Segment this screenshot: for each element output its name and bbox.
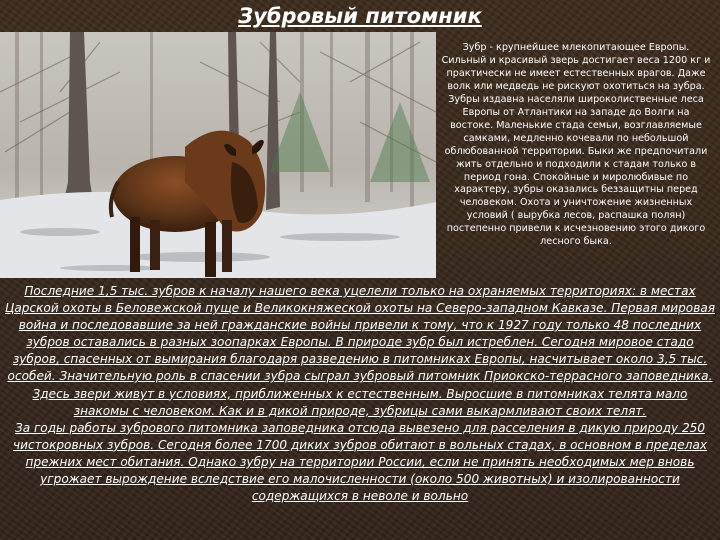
main-text [4,283,716,505]
bison-in-winter-forest-image [0,32,436,278]
history-paragraph: Последние 1,5 тыс. зубров к началу нашего века уцелели только на охраняемых территориях: в местах Царской охоты в Беловежской пуще и Великокняжеской охоты на Северо-западном Кавказе. Первая мировая война и последовавшие за ней гражданские войны привели к тому, что к 1927 году только 48 последних зубров оставались в разных зоопарках Европы. В природе зубр был истреблен. Сегодня мировое стадо зубров, спасенных от вымирания благодаря разведению в питомниках Европы, насчитывает около 3,5 тыс. особей. Значительную роль в спасении зубра сыграл зубровый питомник Приокско-террасного заповедника. Здесь звери живут в условиях, приближенных к естественным. Выросшие в питомниках телята мало знакомы с человеком. Как и в дикой природе, зубрицы сами выкармливают своих телят. [4,284,716,418]
slide-title: Зубровый питомник [238,4,482,28]
bison-description-text: Зубр - крупнейшее млекопитающее Европы. Сильный и красивый зверь достигает веса 1200 кг и практически не имеет естественных врагов. Даже волк или медведь не рискуют охотиться на зубра. Зубры издавна населяли широколиственные леса Европы от Атлантики на западе до Волги на востоке. Маленькие стада семьи, возглавляемые самками, медленно кочевали по небольшой облюбованной территории. Быки же предпочитали жить отдельно и подходили к стадам только в период гона. Спокойные и миролюбивые по характеру, зубры оказались беззащитны перед человеком. Охота и уничтожение жизненных условий ( вырубка лесов, распашка полян) постепенно привели к исчезновению этого дикого лесного быка. [441,42,711,248]
bison-photo [0,32,436,278]
nursery-paragraph: За годы работы зубрового питомника заповедника отсюда вывезено для расселения в дикую природу 250 чистокровных зубров. Сегодня более 1700 диких зубров обитают в вольных стадах, в основном в пределах прежних мест обитания. Однако зубру на территории России, если не принять необходимых мер вновь угрожает вырождение вследствие его малочисленности (около 500 животных) и изолированности содержащихся в неволе и вольно [12,420,708,504]
